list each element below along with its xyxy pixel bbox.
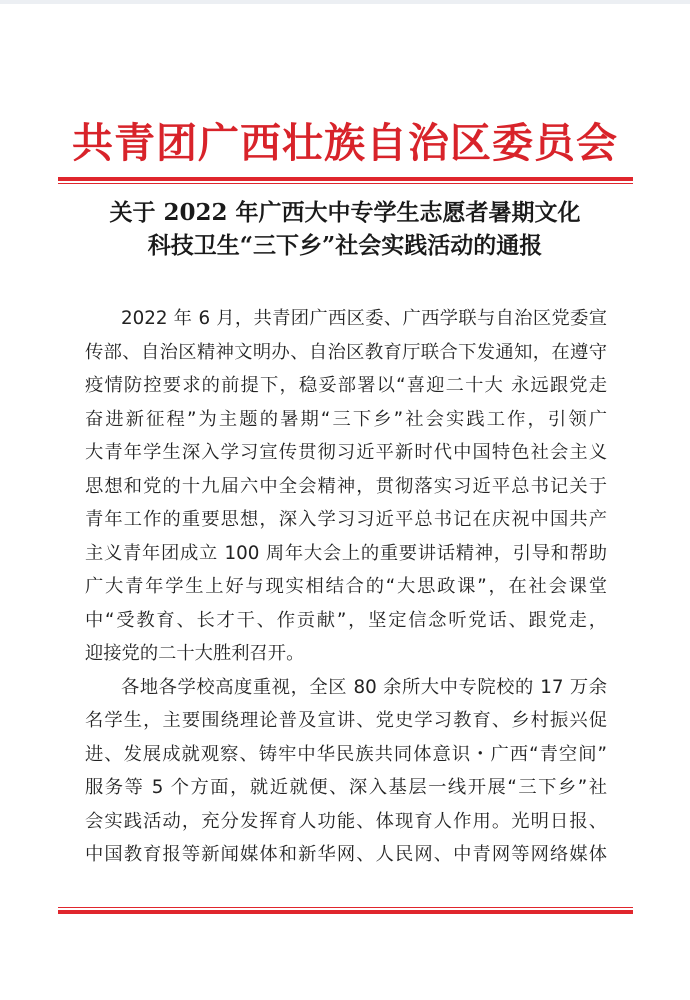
paragraph-1-line: 思想和党的十九届六中全会精神，贯彻落实习近平总书记关于 <box>85 475 607 497</box>
footer-rule-thick <box>58 910 633 914</box>
paragraph-1-line: 广大青年学生上好与现实相结合的“大思政课”，在社会课堂 <box>85 576 607 597</box>
paragraph-2-line: 中国教育报等新闻媒体和新华网、人民网、中青网等网络媒体 <box>85 844 607 865</box>
paragraph-1-line: 奋进新征程”为主题的暑期“三下乡”社会实践工作，引领广 <box>85 408 607 430</box>
paragraph-1-line: 2022 年 6 月，共青团广西区委、广西学联与自治区党委宣 <box>121 308 607 329</box>
paragraph-1-line: 大青年学生深入学习宣传贯彻习近平新时代中国特色社会主义 <box>85 442 607 463</box>
paragraph-1-line: 青年工作的重要思想，深入学习习近平总书记在庆祝中国共产 <box>85 509 607 530</box>
document-body <box>85 302 607 872</box>
letterhead-rule-thin <box>58 183 633 184</box>
paragraph-2-line: 各地各学校高度重视，全区 80 余所大中专院校的 17 万余 <box>121 676 607 698</box>
document-title-line-1: 关于 2022 年广西大中专学生志愿者暑期文化 <box>109 199 581 226</box>
paragraph-2-line: 会实践活动，充分发挥育人功能、体现育人作用。光明日报、 <box>85 810 607 832</box>
document-title <box>40 196 650 262</box>
paragraph-1-line: 疫情防控要求的前提下，稳妥部署以“喜迎二十大 永远跟党走 <box>85 375 607 396</box>
paragraph-2-line: 服务等 5 个方面，就近就便、深入基层一线开展“三下乡”社 <box>85 777 607 798</box>
letterhead-rule-thick <box>58 177 633 181</box>
paragraph-2-line: 进、发展成就观察、铸牢中华民族共同体意识・广西“青空间” <box>85 743 607 765</box>
document-title-line-2: 科技卫生“三下乡”社会实践活动的通报 <box>147 232 543 259</box>
paragraph-1-line: 主义青年团成立 100 周年大会上的重要讲话精神，引导和帮助 <box>85 542 607 564</box>
paragraph-1-line: 迎接党的二十大胜利召开。 <box>85 643 305 664</box>
paragraph-1-line: 传部、自治区精神文明办、自治区教育厅联合下发通知，在遵守 <box>85 341 607 363</box>
paragraph-1-line: 中“受教育、长才干、作贡献”，坚定信念听党话、跟党走， <box>85 609 607 631</box>
letterhead-title: 共青团广西壮族自治区委员会 <box>72 119 618 167</box>
paragraph-2-line: 名学生，主要围绕理论普及宣讲、党史学习教育、乡村振兴促 <box>85 710 607 731</box>
page-top-edge <box>0 0 690 4</box>
footer-rule-thin <box>58 907 633 908</box>
